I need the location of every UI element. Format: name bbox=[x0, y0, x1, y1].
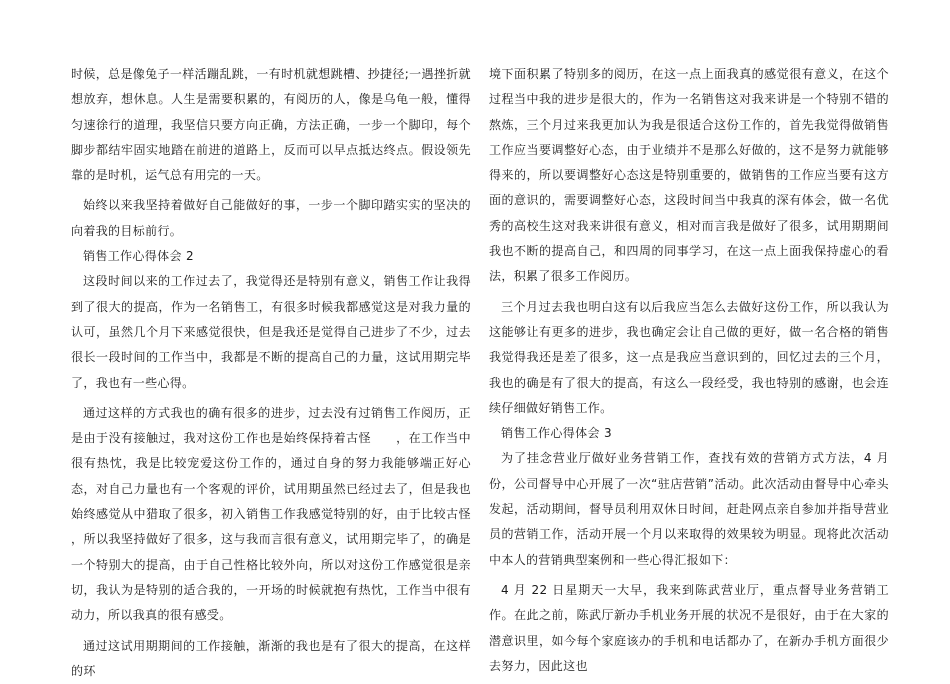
right-paragraph-1: 境下面积累了特别多的阅历，在这一点上面我真的感觉很有意义，在这个过程当中我的进步是很大的，作为一名销售这对我来讲是一个特别不错的熬炼，三个月过来我更加认为我是很适合这份工作的，首先我觉得做销售工作应当要调整好心态，由于业绩并不是那么好做的，这不是努力就能够得来的，所以要调整好心态这是特别重要的，做销售的工作应当要有这方面的意识的，需要调整好心态，这段时间当中我真的深有体会，做一名优秀的高校生这对我来讲很有意义，相对而言我是做好了很多，试用期期间我也不断的提高自己，和四周的同事学习，在这一点上面我保持虚心的看法，积累了很多工作阅历。 bbox=[489, 67, 889, 284]
right-paragraph-2: 三个月过去我也明白这有以后我应当怎么去做好这份工作，所以我认为这能够让有更多的进步，我也确定会让自己做的更好，做一名合格的销售我觉得我还是差了很多，这一点是我应当意识到的，回忆过去的三个月，我也的确是有了很大的提高，有这么一段经受，我也特别的感谢，也会连续仔细做好销售工作。 bbox=[489, 299, 889, 415]
left-paragraph-4: 通过这样的方式我也的确有很多的进步，过去没有过销售工作阅历，正是由于没有接触过，我对这份工作也是始终保持着古怪 ，在工作当中很有热忱，我是比较宠爱这份工作的，通过自身的努力我能够端正好心态，对自己力量也有一个客观的评价，试用期虽然已经过去了，但是我也始终感觉从中猎取了很多，初入销售工作我感觉特别的好，由于比较古怪 ，所以我坚持做好了很多，这与我而言很有意义，试用期完毕了，的确是一个特别大的提高，由于自己性格比较外向，所以对这份工作感觉很是亲切，我认为是特别的适合我的，一开场的时候就抱有热忱，工作当中很有动力，所以我真的很有感受。 bbox=[71, 405, 496, 623]
section-heading-3: 销售工作心得体会 3 bbox=[501, 426, 612, 441]
left-paragraph-3: 这段时间以来的工作过去了，我觉得还是特别有意义，销售工作让我得到了很大的提高，作为一名销售工，有很多时候我都感觉这是对我力量的认可，虽然几个月下来感觉很快，但是我还是觉得自己进步了不少，过去很长一段时间的工作当中，我都是不断的提高自己的力量，这试用期完毕了，我也有一些心得。 bbox=[71, 274, 471, 390]
section-heading-2: 销售工作心得体会 2 bbox=[83, 249, 194, 264]
right-paragraph-4: 4 月 22 日星期天一大早，我来到陈武营业厅，重点督导业务营销工作。在此之前，陈武厅新办手机业务开展的状况不是很好，由于在大家的潜意识里，如今每个家庭该办的手机和电话都办了，在新办手机方面很少去努力，因此这也 bbox=[489, 582, 889, 673]
left-paragraph-1: 时候，总是像兔子一样活蹦乱跳，一有时机就想跳槽、抄捷径;一遇挫折就想放弃，想休息。人生是需要积累的，有阅历的人，像是乌龟一般，懂得匀速徐行的道理，我坚信只要方向正确，方法正确，一步一个脚印，每个脚步都结牢固实地踏在前进的道路上，反而可以早点抵达终点。假设领先靠的是时机，运气总有用完的一天。 bbox=[71, 67, 471, 183]
left-column bbox=[71, 62, 496, 684]
left-paragraph-2: 始终以来我坚持着做好自己能做好的事，一步一个脚印踏实实的坚决的向着我的目标前行。 bbox=[71, 198, 471, 238]
right-column bbox=[489, 62, 889, 679]
right-paragraph-3: 为了挂念营业厅做好业务营销工作，查找有效的营销方式方法，4 月份，公司督导中心开展了一次“驻店营销”活动。此次活动由督导中心牵头发起，活动期间，督导员利用双休日时间，赶赴网点亲自参加并指导营业员的营销工作，活动开展一个月以来取得的效果较为明显。现将此次活动中本人的营销典型案例和一些心得汇报如下： bbox=[489, 451, 889, 567]
left-paragraph-5: 通过这试用期期间的工作接触，渐渐的我也是有了很大的提高，在这样的环 bbox=[71, 638, 471, 678]
